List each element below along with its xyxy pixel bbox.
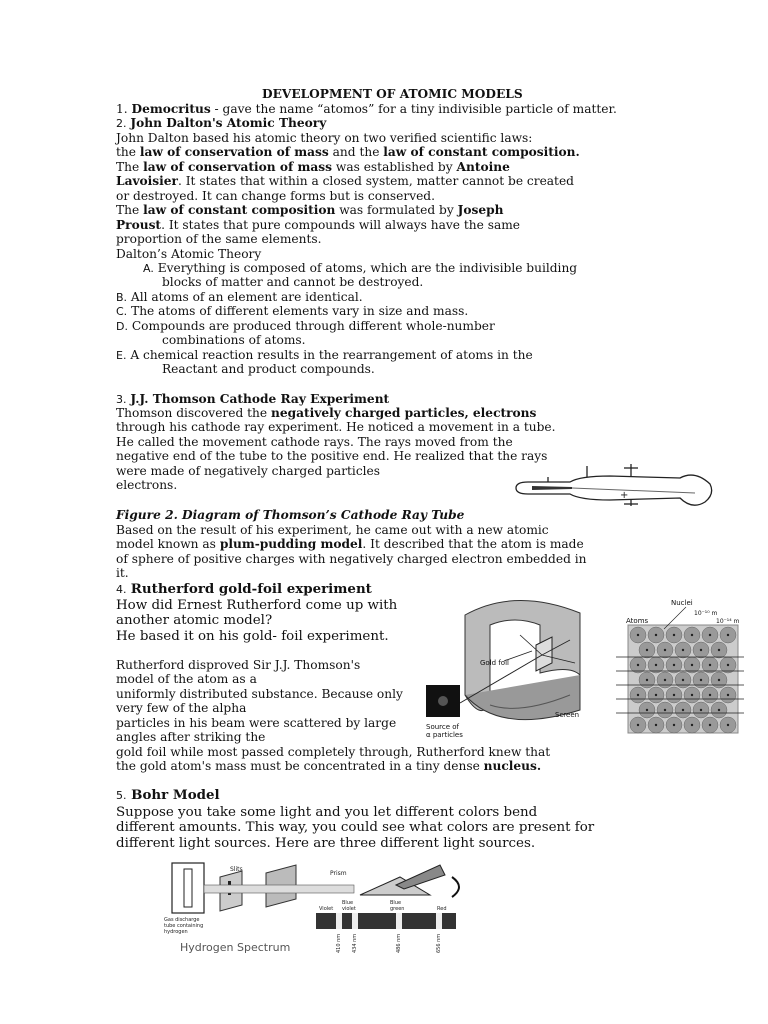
nucleus-dot [664,649,666,651]
text-line: another atomic model? [116,613,273,628]
nucleus-dot [673,724,675,726]
nucleus-dot [709,724,711,726]
wavelength-486: 486 nm [396,933,402,953]
text-line: Lavoisier. It states that within a closed system, matter cannot be created [116,174,574,188]
nucleus-dot [673,694,675,696]
list-item: D. Compounds are produced through different whole-number [116,319,495,333]
text-line: Proust. It states that pure compounds will always have the same [116,218,520,232]
blue-violet-label-2: violet [342,906,356,912]
atoms-nuclei-diagram [616,595,746,740]
blue-green-label-1: Blue [390,900,402,906]
nucleus-dot [655,664,657,666]
text-line: Thomson discovered the negatively charged particles, electrons [116,406,537,420]
text-line: blocks of matter and cannot be destroyed. [162,275,424,289]
blue-violet-label-1: Blue [342,900,354,906]
nucleus-dot [646,679,648,681]
text-line: proportion of the same elements. [116,232,322,246]
nucleus-dot [718,649,720,651]
text-line: combinations of atoms. [162,333,306,347]
nuclei-label: Nuclei [671,599,693,607]
nucleus-dot [700,679,702,681]
text-line: it. [116,566,129,580]
prism-label: Prism [330,870,347,877]
nucleus-dot [637,694,639,696]
svg-text:−: − [558,478,566,488]
nucleus-dot [691,694,693,696]
list-item: C. The atoms of different elements vary in size and mass. [116,304,469,318]
screen-label: Screen [555,711,580,719]
source-label-2: α particles [426,731,463,739]
text-line: through his cathode ray experiment. He noticed a movement in a tube. [116,420,556,434]
wavelength-656: 656 nm [436,933,442,953]
scale-label-1: 10⁻¹⁰ m [694,610,718,617]
list-item: B. All atoms of an element are identical. [116,290,363,304]
nucleus-dot [727,634,729,636]
text-line: angles after striking the [116,730,266,744]
document-title: DEVELOPMENT OF ATOMIC MODELS [262,87,523,101]
text-line: Reactant and product compounds. [162,362,375,376]
nucleus-dot [646,709,648,711]
violet-label: Violet [319,906,334,912]
nucleus-dot [655,724,657,726]
wavelength-434: 434 nm [352,933,358,953]
nucleus-dot [637,664,639,666]
nucleus-dot [709,664,711,666]
wavelength-410: 410 nm [336,933,342,953]
nucleus-dot [682,679,684,681]
text-line: How did Ernest Rutherford come up with [116,598,398,613]
nucleus-dot [691,664,693,666]
nucleus-dot [673,634,675,636]
text-line: model of the atom as a [116,672,257,686]
text-line: He called the movement cathode rays. The rays moved from the [116,435,513,449]
nucleus-dot [709,634,711,636]
text-line: different light sources. Here are three different light sources. [116,836,536,851]
rutherford-heading: 4. Rutherford gold-foil experiment [116,581,372,597]
nucleus-dot [727,724,729,726]
list-item: A. Everything is composed of atoms, which are the indivisible building [143,261,578,275]
text-line: He based it on his gold- foil experiment. [116,629,389,644]
list-item: E. A chemical reaction results in the rearrangement of atoms in the [116,348,533,362]
nucleus-dot [664,709,666,711]
nucleus-dot [655,694,657,696]
svg-text:+: + [620,490,629,501]
blue-green-label-2: green [390,906,405,912]
text-line: The law of conservation of mass was established by Antoine [116,160,510,174]
nucleus-dot [664,679,666,681]
nucleus-dot [709,694,711,696]
text-line: Based on the result of his experiment, he came out with a new atomic [116,523,549,537]
nucleus-dot [727,694,729,696]
democritus-line: 1. Democritus - gave the name “atomos” for a tiny indivisible particle of matter. [116,102,617,116]
nucleus-dot [718,709,720,711]
nucleus-dot [691,634,693,636]
text-line: very few of the alpha [116,701,247,715]
dalton-heading: 2. John Dalton's Atomic Theory [116,116,327,130]
hydrogen-spectrum-diagram [160,857,475,957]
text-line: of sphere of positive charges with negatively charged electron embedded in [116,552,587,566]
text-line: uniformly distributed substance. Because only [116,687,403,701]
text-line: particles in his beam were scattered by large [116,716,397,730]
nucleus-dot [637,634,639,636]
dalton-theory-subheading: Dalton’s Atomic Theory [116,247,262,261]
text-line: the law of conservation of mass and the law of constant composition. [116,145,580,159]
scale-label-2: 10⁻¹⁴ m [716,618,740,625]
bohr-heading: 5. Bohr Model [116,787,220,803]
nucleus-dot [682,709,684,711]
text-line: negative end of the tube to the positive end. He realized that the rays [116,449,548,463]
tube-label-3: hydrogen [164,929,188,935]
text-line: John Dalton based his atomic theory on two verified scientific laws: [116,131,533,145]
text-line: the gold atom's mass must be concentrated in a tiny dense nucleus. [116,759,542,773]
gold-foil-label: Gold foil [480,659,509,667]
nucleus-dot [682,649,684,651]
figure-caption: Figure 2. Diagram of Thomson’s Cathode Ray Tube [116,508,465,522]
source-label: Source of [426,723,460,731]
slits-label: Slits [230,866,243,873]
text-line: Suppose you take some light and you let different colors bend [116,805,538,820]
gold-foil-apparatus-diagram [420,585,605,745]
text-line: model known as plum-pudding model. It described that the atom is made [116,537,584,551]
text-line: or destroyed. It can change forms but is conserved. [116,189,435,203]
tube-label-2: tube containing [164,923,204,929]
spectrum-caption: Hydrogen Spectrum [180,941,291,954]
text-line: were made of negatively charged particles [116,464,381,478]
nucleus-dot [700,709,702,711]
nucleus-dot [655,634,657,636]
text-line: electrons. [116,478,178,492]
thomson-heading: 3. J.J. Thomson Cathode Ray Experiment [116,392,390,406]
nucleus-dot [646,649,648,651]
text-line: gold foil while most passed completely through, Rutherford knew that [116,745,551,759]
nucleus-dot [718,679,720,681]
nucleus-dot [637,724,639,726]
text-line: The law of constant composition was formulated by Joseph [116,203,504,217]
text-line: Rutherford disproved Sir J.J. Thomson's [116,658,361,672]
text-line: different amounts. This way, you could see what colors are present for [116,820,595,835]
nucleus-dot [727,664,729,666]
atoms-label: Atoms [626,617,649,625]
red-label: Red [437,906,447,912]
cathode-ray-tube-diagram [510,460,725,512]
nucleus-dot [691,724,693,726]
nucleus-dot [700,649,702,651]
tube-label-1: Gas discharge [164,917,200,923]
nucleus-dot [673,664,675,666]
